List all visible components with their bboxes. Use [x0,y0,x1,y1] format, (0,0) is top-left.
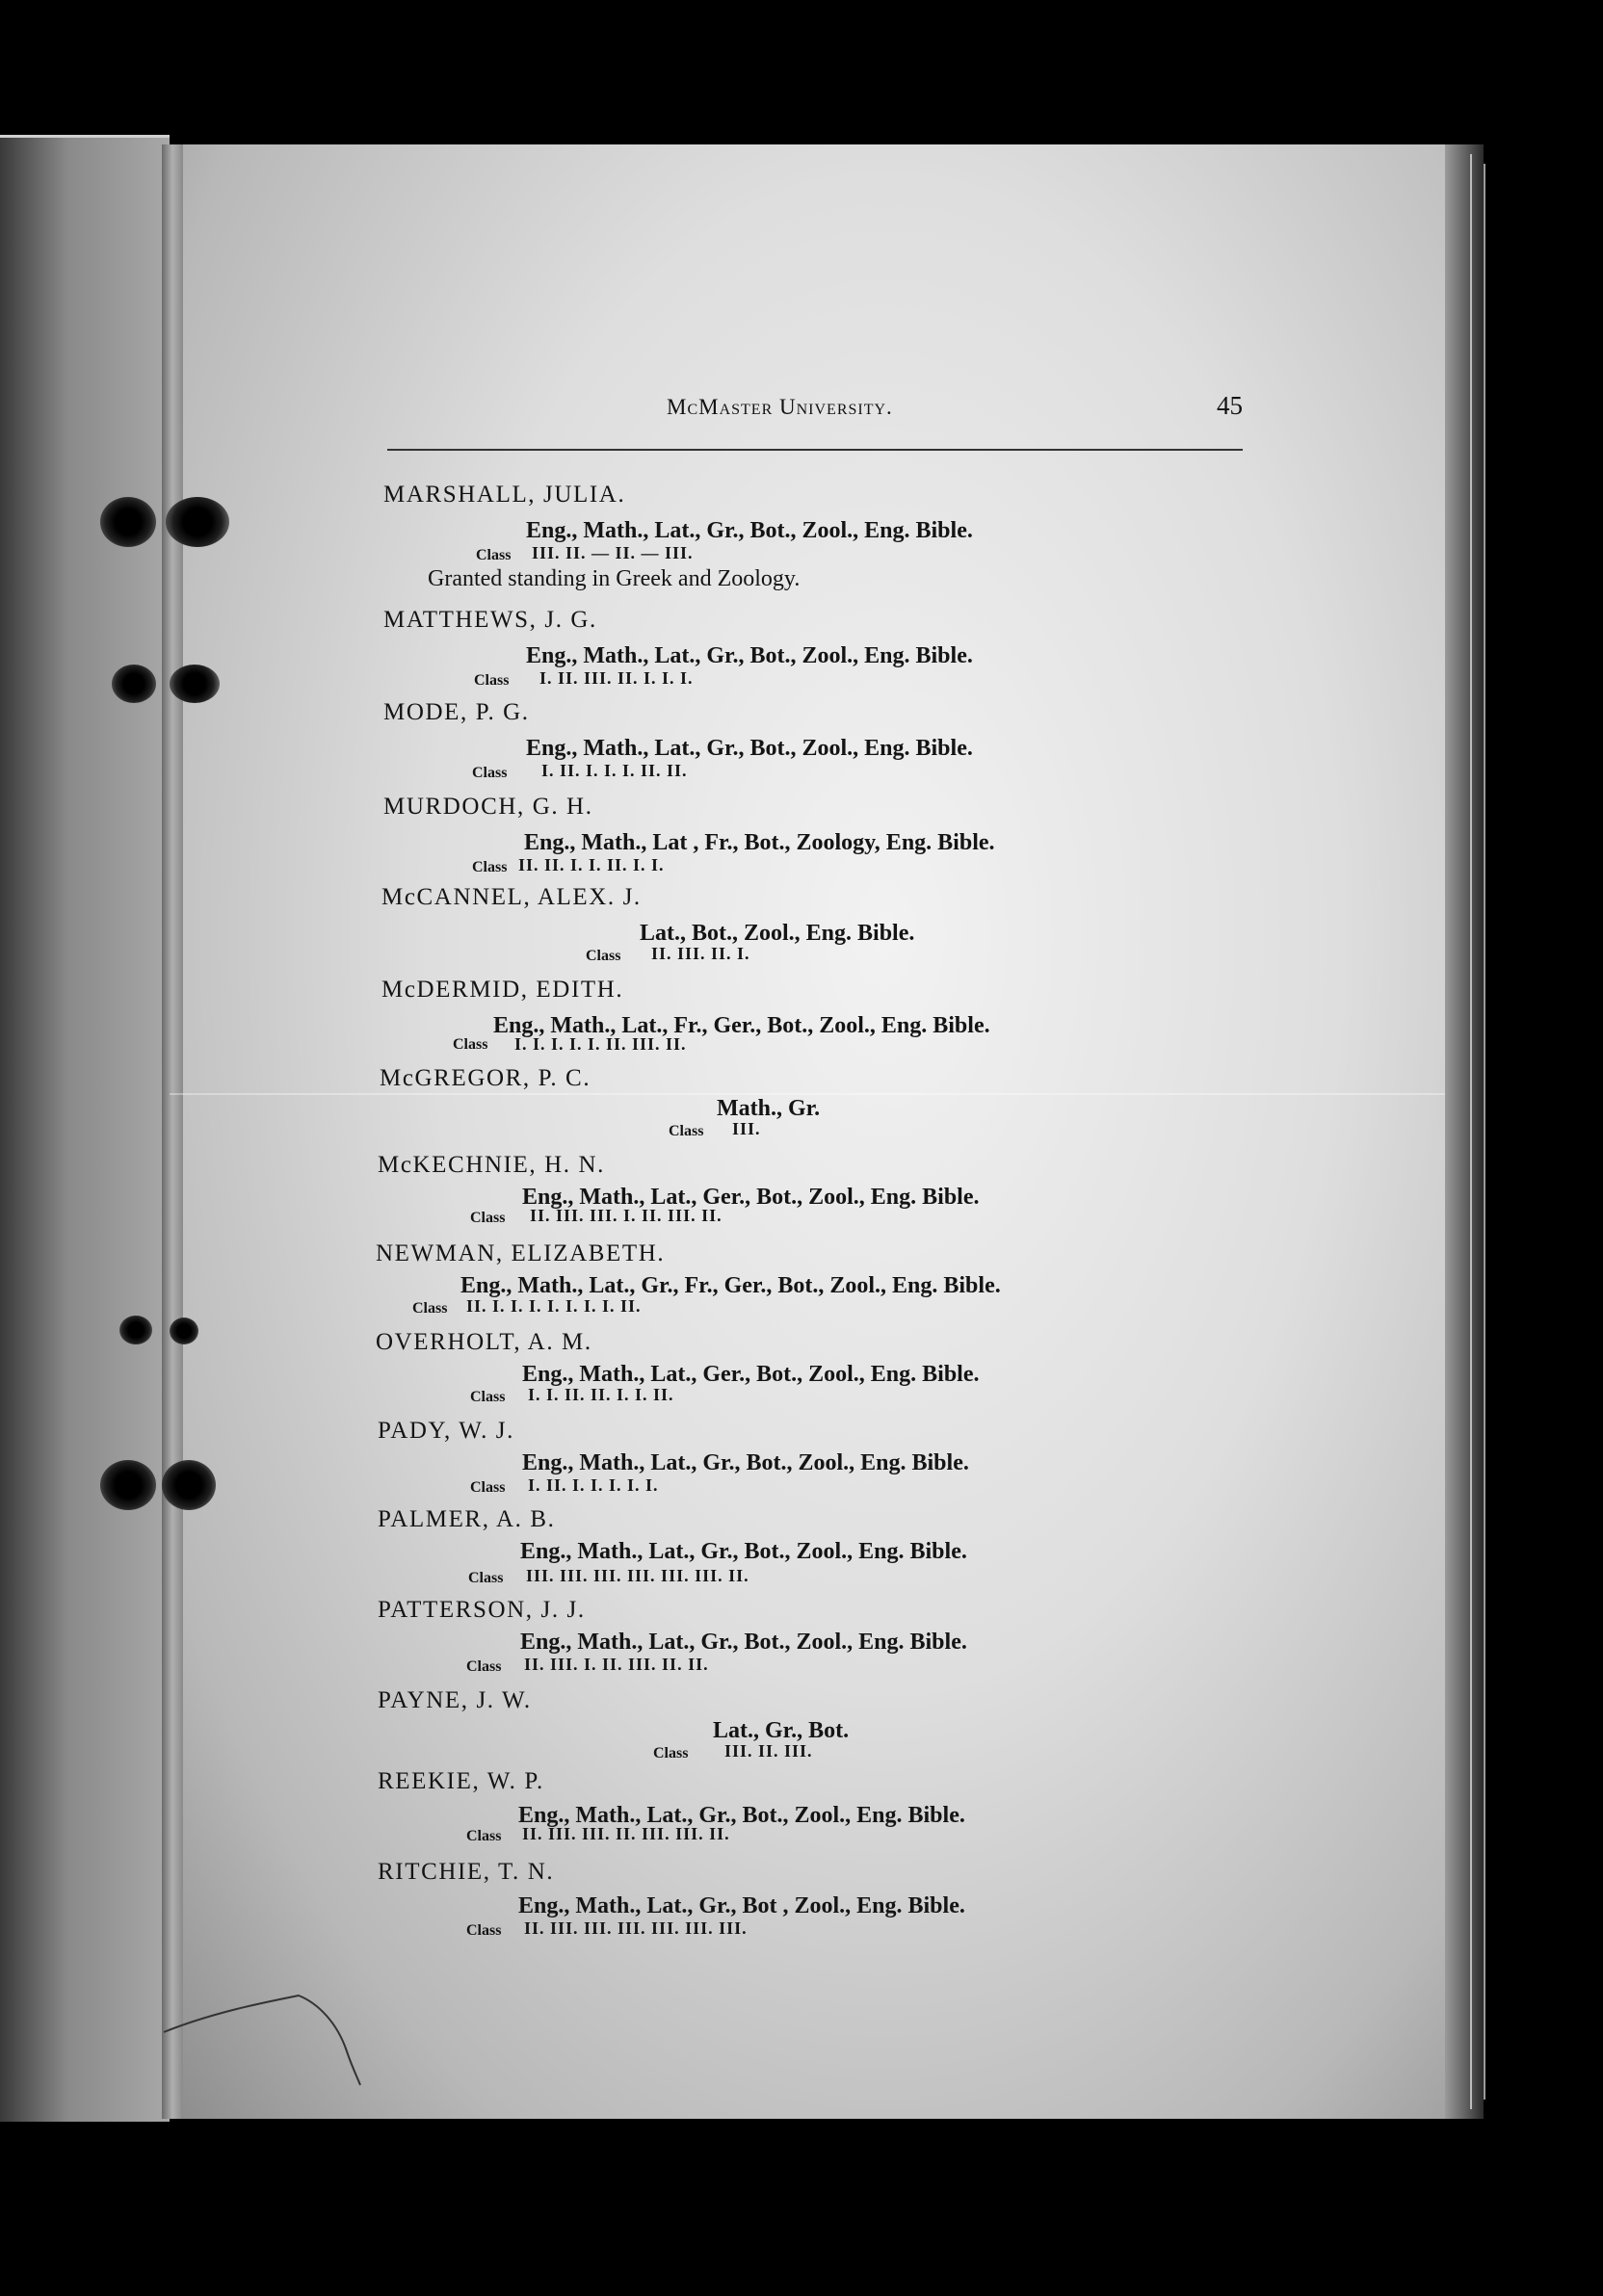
page-number: 45 [1217,391,1243,420]
student-name: PALMER, A. B. [378,1506,556,1532]
subject-list: Eng., Math., Lat., Ger., Bot., Zool., Eng. Bible. [522,1362,980,1387]
student-name: PATTERSON, J. J. [378,1597,586,1623]
binding-hole [162,1460,216,1510]
page-edge-line [1484,164,1485,2100]
class-label: Class [412,1300,448,1317]
standing-note: Granted standing in Greek and Zoology. [428,566,801,591]
student-name: PADY, W. J. [378,1418,514,1444]
class-label: Class [586,948,621,964]
class-label: Class [466,1658,502,1675]
subject-list: Eng., Math., Lat., Gr., Bot , Zool., Eng. Bible. [518,1893,965,1918]
binding-hole [112,665,156,703]
class-standings: II. III. III. III. III. III. III. [524,1918,748,1938]
class-standings: I. II. I. I. I. I. I. [528,1475,659,1495]
class-standings: II. II. I. I. II. I. I. [518,855,665,874]
subject-list: Eng., Math., Lat., Gr., Bot., Zool., Eng. Bible. [526,518,973,543]
binding-hole [170,1318,198,1344]
class-label: Class [474,672,510,689]
right-page-edge [1445,144,1484,2119]
class-label: Class [669,1123,704,1139]
student-name: McKECHNIE, H. N. [378,1152,605,1178]
subject-list: Eng., Math., Lat., Gr., Bot., Zool., Eng. Bible. [518,1803,965,1828]
subject-list: Eng., Math., Lat., Gr., Bot., Zool., Eng. Bible. [522,1450,969,1475]
class-standings: III. III. III. III. III. III. II. [526,1566,749,1585]
student-name: RITCHIE, T. N. [378,1859,555,1885]
student-name: NEWMAN, ELIZABETH. [376,1240,666,1266]
student-name: OVERHOLT, A. M. [376,1329,592,1355]
class-standings: II. III. III. II. III. III. II. [522,1824,730,1843]
student-name: REEKIE, W. P. [378,1768,544,1794]
subject-list: Lat., Gr., Bot. [713,1718,850,1743]
binding-hole [166,497,229,547]
class-label: Class [476,547,512,563]
student-name: MARSHALL, JULIA. [383,482,626,508]
class-label: Class [468,1570,504,1586]
subject-list: Math., Gr. [717,1096,821,1121]
student-name: McCANNEL, ALEX. J. [381,884,642,910]
fold-line [170,1093,1470,1095]
subject-list: Eng., Math., Lat., Gr., Bot., Zool., Eng. Bible. [520,1539,967,1564]
class-label: Class [453,1036,488,1053]
binding-hole [100,497,156,547]
class-standings: I. I. II. II. I. I. II. [528,1385,674,1404]
class-label: Class [472,859,508,875]
subject-list: Eng., Math., Lat., Gr., Bot., Zool., Eng. Bible. [520,1630,967,1655]
class-standings: II. III. I. II. III. II. II. [524,1655,709,1674]
class-standings: I. II. I. I. I. II. II. [541,761,688,780]
student-name: MATTHEWS, J. G. [383,607,597,633]
class-standings: I. II. III. II. I. I. I. [539,668,694,688]
subject-list: Eng., Math., Lat., Gr., Bot., Zool., Eng. Bible. [526,643,973,668]
subject-list: Eng., Math., Lat., Gr., Fr., Ger., Bot., Zool., Eng. Bible. [460,1273,1001,1298]
subject-list: Eng., Math., Lat., Fr., Ger., Bot., Zool., Eng. Bible. [493,1013,990,1038]
binding-hole [170,665,220,703]
class-standings: II. III. III. I. II. III. II. [530,1206,723,1225]
binding-hole [100,1460,156,1510]
class-label: Class [466,1828,502,1844]
subject-list: Eng., Math., Lat , Fr., Bot., Zoology, Eng. Bible. [524,830,995,855]
running-head [385,389,1243,431]
page-gutter [162,144,183,2119]
left-page-edge [0,135,170,2122]
page-edge-line [1470,154,1472,2109]
class-label: Class [653,1745,689,1761]
class-standings: III. II. — II. — III. [532,543,694,562]
class-label: Class [470,1210,506,1226]
running-head-title: McMaster University. [667,395,893,419]
class-label: Class [470,1389,506,1405]
class-standings: I. I. I. I. I. II. III. II. [514,1034,687,1054]
pencil-scratch [154,1984,385,2090]
student-name: MODE, P. G. [383,699,530,725]
class-standings: II. III. II. I. [651,944,750,963]
binding-hole [119,1316,152,1344]
student-name: McDERMID, EDITH. [381,977,624,1003]
class-label: Class [470,1479,506,1496]
subject-list: Eng., Math., Lat., Ger., Bot., Zool., Eng. Bible. [522,1185,980,1210]
header-rule [387,449,1243,451]
class-standings: III. [732,1119,761,1138]
class-label: Class [472,765,508,781]
class-label: Class [466,1922,502,1939]
class-standings: III. II. III. [724,1741,813,1761]
class-standings: II. I. I. I. I. I. I. I. II. [466,1296,642,1316]
subject-list: Eng., Math., Lat., Gr., Bot., Zool., Eng. Bible. [526,736,973,761]
student-name: PAYNE, J. W. [378,1687,532,1713]
student-name: McGREGOR, P. C. [380,1065,591,1091]
subject-list: Lat., Bot., Zool., Eng. Bible. [640,921,915,946]
student-name: MURDOCH, G. H. [383,794,593,820]
